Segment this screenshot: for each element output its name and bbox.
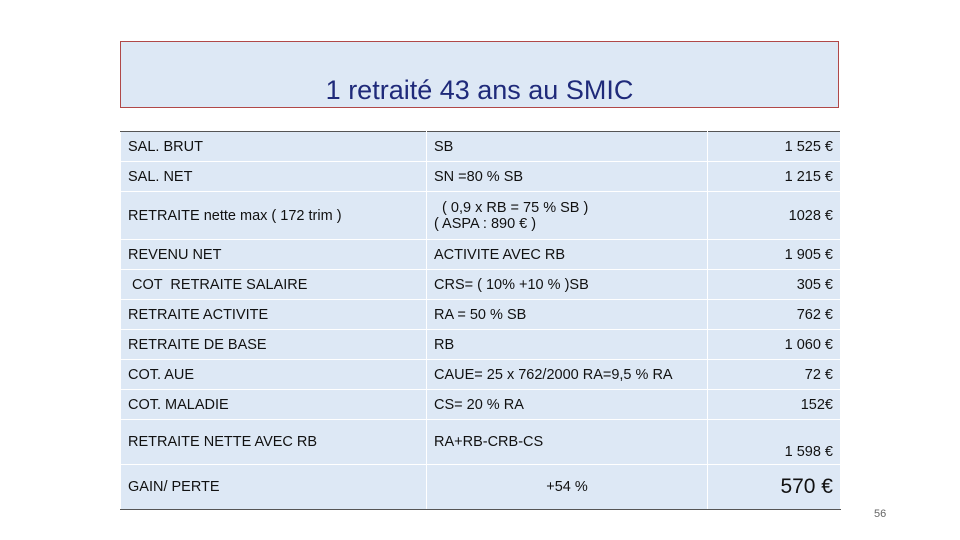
table-row bbox=[121, 300, 841, 330]
title-box bbox=[120, 41, 839, 108]
row-formula: CS= 20 % RA bbox=[427, 390, 708, 420]
row-value: 72 € bbox=[708, 360, 841, 390]
row-formula: RA = 50 % SB bbox=[427, 300, 708, 330]
row-label: SAL. NET bbox=[121, 162, 427, 192]
table-row bbox=[121, 162, 841, 192]
table-row bbox=[121, 132, 841, 162]
row-value: 1 905 € bbox=[708, 240, 841, 270]
row-value: 570 € bbox=[708, 465, 841, 510]
row-value: 1 525 € bbox=[708, 132, 841, 162]
table-row bbox=[121, 390, 841, 420]
table-row bbox=[121, 330, 841, 360]
table-row bbox=[121, 270, 841, 300]
row-formula-cell bbox=[427, 192, 708, 240]
slide-title: 1 retraité 43 ans au SMIC bbox=[325, 75, 634, 105]
retirement-table bbox=[120, 131, 841, 510]
row-formula: ( 0,9 x RB = 75 % SB ) bbox=[434, 199, 589, 216]
row-value: 1 215 € bbox=[708, 162, 841, 192]
table-row bbox=[121, 240, 841, 270]
row-formula: SN =80 % SB bbox=[427, 162, 708, 192]
row-formula: SB bbox=[427, 132, 708, 162]
row-value: 1028 € bbox=[708, 192, 841, 240]
row-value: 305 € bbox=[708, 270, 841, 300]
row-label: RETRAITE ACTIVITE bbox=[121, 300, 427, 330]
row-formula: ACTIVITE AVEC RB bbox=[427, 240, 708, 270]
row-formula: RB bbox=[427, 330, 708, 360]
row-label: RETRAITE DE BASE bbox=[121, 330, 427, 360]
row-label: RETRAITE nette max ( 172 trim ) bbox=[121, 192, 427, 240]
gain-percent: +54 % bbox=[427, 465, 708, 510]
row-value: 1 598 € bbox=[708, 420, 841, 465]
row-label: COT RETRAITE SALAIRE bbox=[121, 270, 427, 300]
row-formula: CRS= ( 10% +10 % )SB bbox=[427, 270, 708, 300]
row-formula: RA+RB-CRB-CS bbox=[427, 420, 708, 465]
row-label: COT. MALADIE bbox=[121, 390, 427, 420]
row-value: 152€ bbox=[708, 390, 841, 420]
row-value: 1 060 € bbox=[708, 330, 841, 360]
table-row bbox=[121, 192, 841, 240]
row-formula: CAUE= 25 x 762/2000 RA=9,5 % RA bbox=[427, 360, 708, 390]
row-label: RETRAITE NETTE AVEC RB bbox=[121, 420, 427, 465]
row-formula-aspa: ( ASPA : 890 € ) bbox=[434, 215, 537, 232]
row-label: GAIN/ PERTE bbox=[121, 465, 427, 510]
row-value: 762 € bbox=[708, 300, 841, 330]
row-label: SAL. BRUT bbox=[121, 132, 427, 162]
row-label: COT. AUE bbox=[121, 360, 427, 390]
table-row bbox=[121, 360, 841, 390]
row-label: REVENU NET bbox=[121, 240, 427, 270]
table-row bbox=[121, 465, 841, 510]
table-row bbox=[121, 420, 841, 465]
page-number: 56 bbox=[874, 508, 887, 520]
